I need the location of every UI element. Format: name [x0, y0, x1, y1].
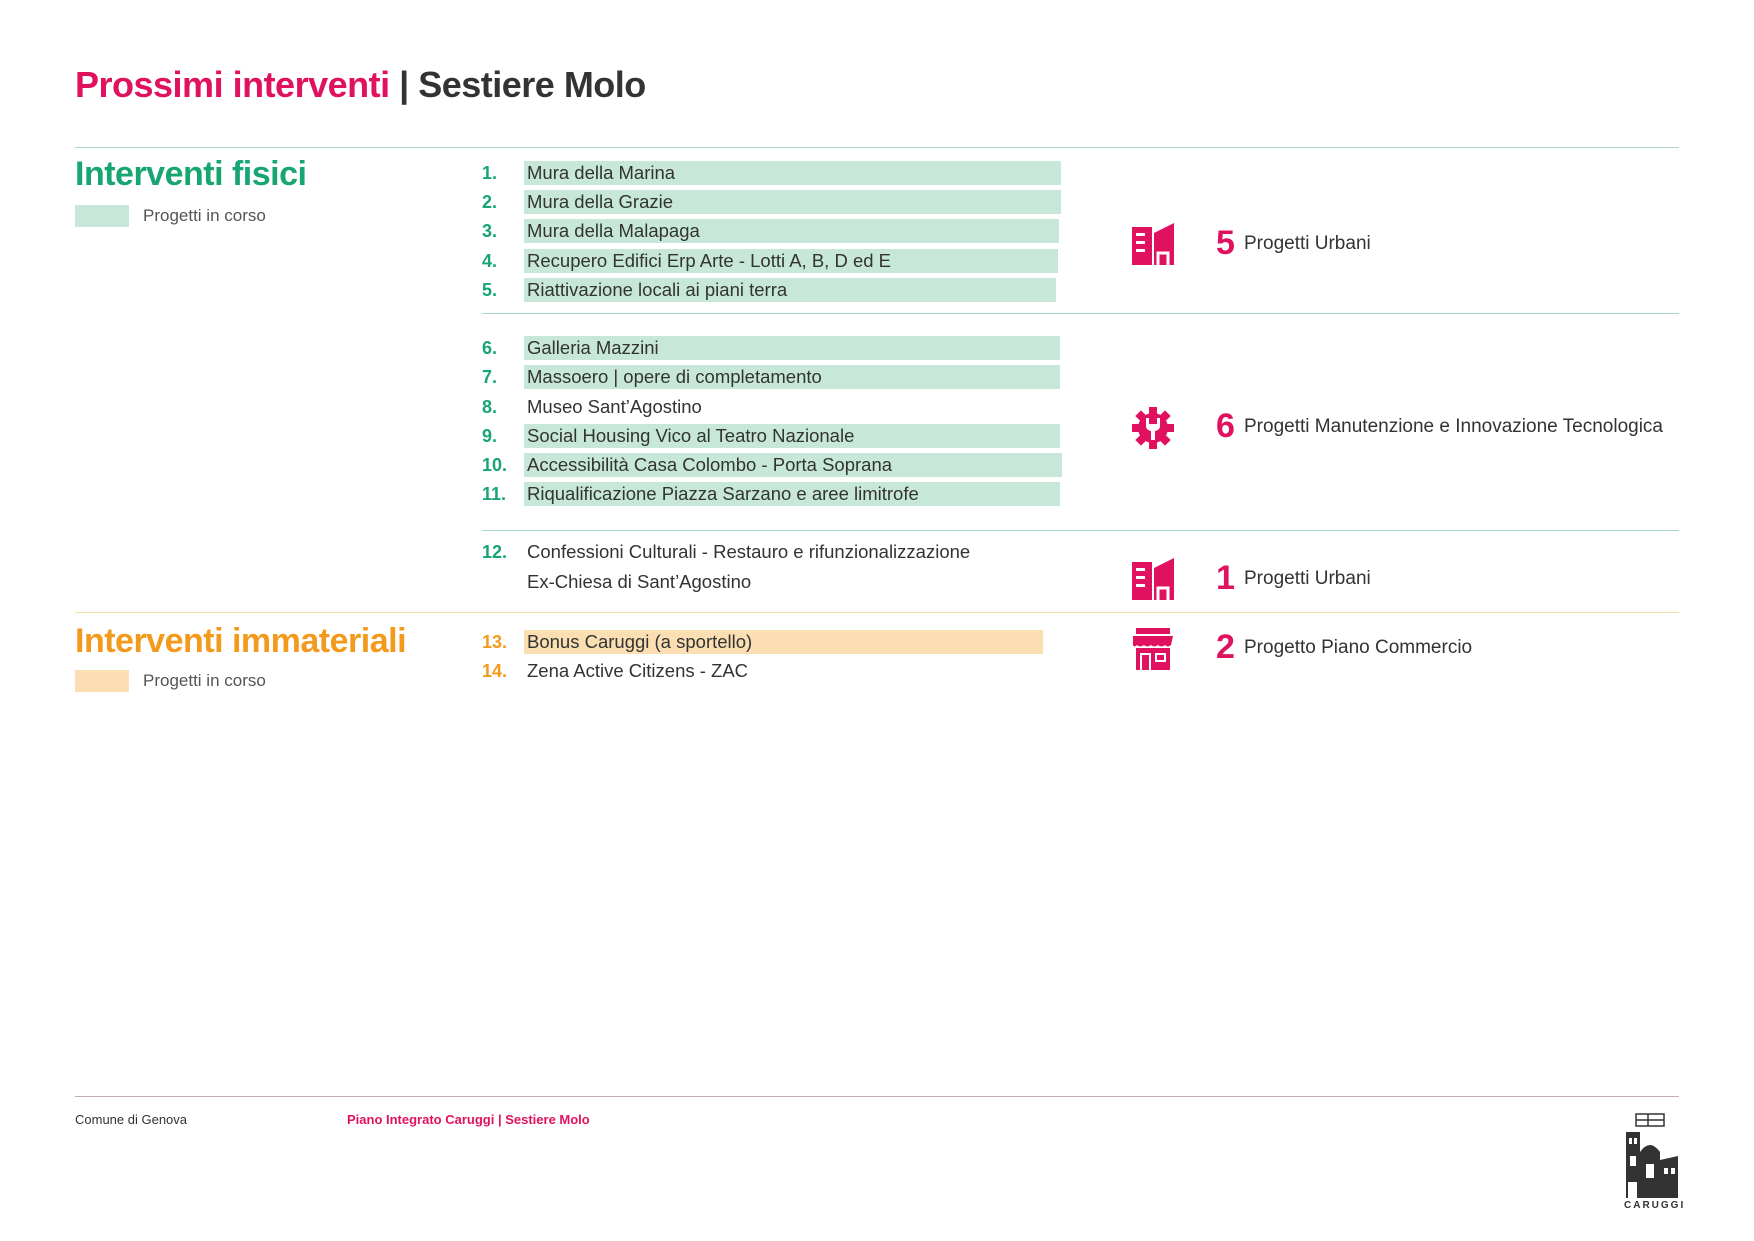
item-number: 9.	[482, 426, 498, 446]
item-number: 11.	[482, 484, 507, 504]
group-count: 5	[1216, 224, 1235, 262]
item-number: 13.	[482, 632, 508, 652]
item-text: Mura della Marina	[524, 161, 1061, 185]
footer-organization: Comune di Genova	[75, 1112, 188, 1127]
group-count: 6	[1216, 407, 1235, 445]
item-number: 1.	[482, 163, 498, 183]
item-number: 8.	[482, 397, 498, 417]
group-label: Progetti Urbani	[1244, 233, 1371, 254]
legend-label-immaterial: Progetti in corso	[143, 671, 266, 690]
item-text: Museo Sant’Agostino	[527, 396, 702, 417]
item-text: Massoero | opere di completamento	[524, 365, 1060, 389]
legend-label-physical: Progetti in corso	[143, 206, 266, 225]
item-text: Riqualificazione Piazza Sarzano e aree limitrofe	[524, 482, 1060, 506]
group-count: 1	[1216, 559, 1235, 597]
item-text: Accessibilità Casa Colombo - Porta Soprana	[524, 453, 1062, 477]
section-title-physical: Interventi fisici	[75, 155, 307, 193]
item-text: Bonus Caruggi (a sportello)	[524, 630, 1043, 654]
item-text: Mura della Malapaga	[524, 219, 1059, 243]
caruggi-logo	[1624, 1112, 1680, 1198]
page-title-main: Prossimi interventi	[75, 64, 390, 105]
legend-swatch-immaterial	[75, 670, 129, 692]
divider-immaterial	[75, 612, 1679, 613]
item-text: Riattivazione locali ai piani terra	[524, 278, 1056, 302]
caruggi-logo-text: CARUGGI	[1624, 1200, 1686, 1211]
urban-building-icon	[1130, 221, 1176, 267]
footer-divider	[75, 1096, 1679, 1097]
item-text: Recupero Edifici Erp Arte - Lotti A, B, D ed E	[524, 249, 1058, 273]
item-number: 12.	[482, 542, 508, 562]
divider-top	[75, 147, 1679, 148]
item-text-line2: Ex-Chiesa di Sant’Agostino	[527, 571, 752, 592]
group-count: 2	[1216, 628, 1235, 666]
item-text: Confessioni Culturali - Restauro e rifunzionalizzazione	[527, 541, 971, 562]
group-label: Progetti Manutenzione e Innovazione Tecnologica	[1244, 416, 1663, 437]
item-number: 6.	[482, 338, 498, 358]
gear-wrench-icon	[1130, 405, 1176, 451]
item-number: 4.	[482, 251, 498, 271]
item-text: Mura della Grazie	[524, 190, 1061, 214]
item-number: 3.	[482, 221, 498, 241]
page-title-sub: Sestiere Molo	[418, 64, 646, 105]
footer-document-title: Piano Integrato Caruggi | Sestiere Molo	[347, 1112, 590, 1127]
shop-icon	[1130, 626, 1176, 672]
group-label: Progetti Urbani	[1244, 568, 1371, 589]
page-title-separator: |	[399, 64, 409, 105]
page-title	[75, 64, 646, 106]
legend-swatch-physical	[75, 205, 129, 227]
item-number: 5.	[482, 280, 498, 300]
item-number: 2.	[482, 192, 498, 212]
section-title-immaterial: Interventi immateriali	[75, 622, 407, 660]
item-number: 10.	[482, 455, 508, 475]
divider-group-2	[482, 530, 1679, 531]
item-text: Galleria Mazzini	[524, 336, 1060, 360]
item-text: Social Housing Vico al Teatro Nazionale	[524, 424, 1060, 448]
item-text: Zena Active Citizens - ZAC	[527, 660, 749, 681]
urban-building-icon	[1130, 556, 1176, 602]
group-label: Progetto Piano Commercio	[1244, 637, 1473, 658]
divider-group-1	[482, 313, 1679, 314]
item-number: 7.	[482, 367, 498, 387]
item-number: 14.	[482, 661, 508, 681]
